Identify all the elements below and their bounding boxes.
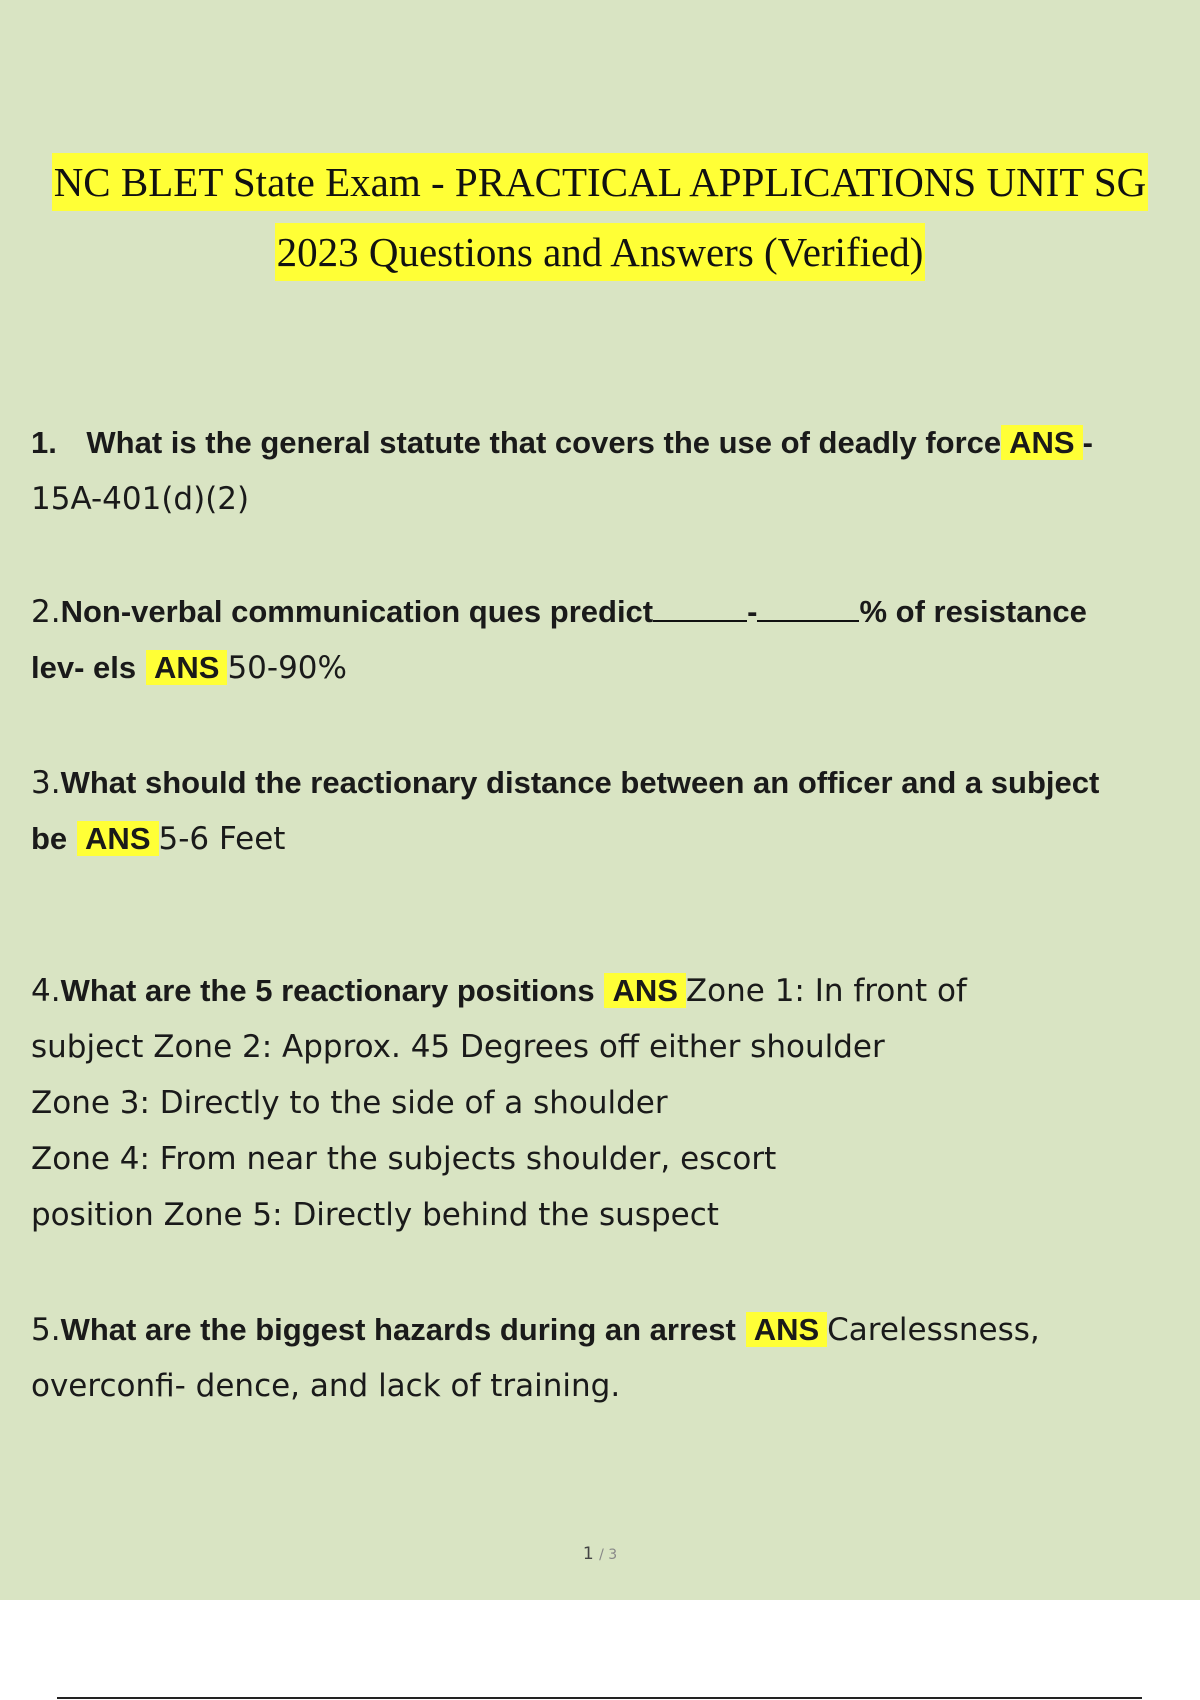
question-number: 3. <box>31 765 61 801</box>
answer-text: Zone 1: In front of <box>685 973 967 1009</box>
question-number: 2. <box>31 594 61 630</box>
question-text: What are the biggest hazards during an arrest <box>60 1312 736 1347</box>
document-title-line1: NC BLET State Exam - PRACTICAL APPLICATIONS UNIT SG <box>0 162 1200 203</box>
answer-separator: - <box>1082 425 1093 460</box>
question-text: Non-verbal communication ques predict <box>60 594 654 629</box>
question-text: lev- els <box>31 650 137 685</box>
ans-label: ANS <box>746 1312 827 1347</box>
document-title-line2: 2023 Questions and Answers (Verified) <box>0 232 1200 273</box>
question-number: 5. <box>31 1312 61 1348</box>
page-indicator <box>0 1544 1200 1564</box>
question-number: 1. <box>31 425 57 460</box>
answer-text: overconfi- dence, and lack of training. <box>31 1368 621 1404</box>
page-total: / 3 <box>599 1547 618 1563</box>
question-text: What is the general statute that covers the use of deadly force <box>86 425 1002 460</box>
answer-text: Zone 3: Directly to the side of a shoulder <box>31 1085 668 1121</box>
fill-blank <box>757 598 859 622</box>
page-current: 1 <box>582 1544 594 1564</box>
fill-blank <box>653 598 747 622</box>
question-separator: - <box>747 594 758 629</box>
question-number: 4. <box>31 973 61 1009</box>
ans-label: ANS <box>146 650 227 685</box>
question-4 <box>31 963 1176 1243</box>
page-divider <box>57 1697 1142 1699</box>
question-text: What should the reactionary distance between an officer and a subject <box>60 765 1100 800</box>
question-1 <box>31 415 1176 527</box>
answer-text: 15A-401(d)(2) <box>31 481 250 517</box>
ans-label: ANS <box>77 821 158 856</box>
question-3 <box>31 755 1176 867</box>
ans-label: ANS <box>1001 425 1082 460</box>
ans-label: ANS <box>604 973 685 1008</box>
question-text: What are the 5 reactionary positions <box>60 973 595 1008</box>
question-text: be <box>31 821 68 856</box>
question-text: % of resistance <box>859 594 1087 629</box>
question-2 <box>31 584 1176 696</box>
answer-text: Carelessness, <box>827 1312 1040 1348</box>
answer-text: 50-90% <box>227 650 347 686</box>
answer-text: Zone 4: From near the subjects shoulder, escort <box>31 1141 777 1177</box>
answer-text: 5-6 Feet <box>158 821 286 857</box>
answer-text: position Zone 5: Directly behind the suspect <box>31 1197 719 1233</box>
answer-text: subject Zone 2: Approx. 45 Degrees off either shoulder <box>31 1029 885 1065</box>
question-5 <box>31 1302 1176 1414</box>
